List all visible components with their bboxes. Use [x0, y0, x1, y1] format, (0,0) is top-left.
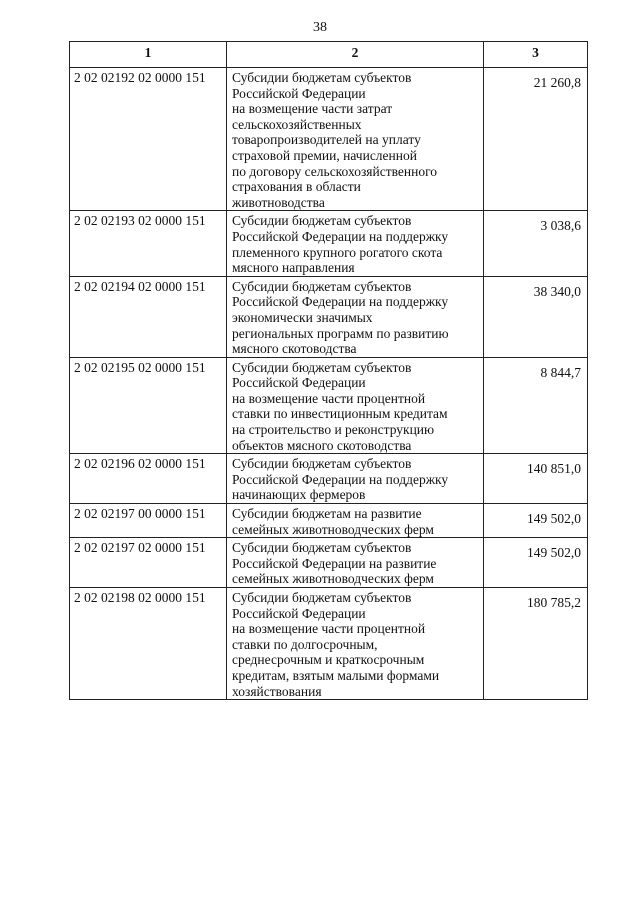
- revenue-description-cell: [227, 211, 484, 276]
- description-line: на возмещение части процентной: [232, 621, 426, 637]
- description-line: Российской Федерации: [232, 605, 366, 621]
- amount-cell: 140 851,0: [484, 454, 588, 504]
- description-line: Субсидии бюджетам субъектов: [232, 213, 412, 229]
- table-row: [70, 588, 588, 700]
- description-line: Российской Федерации: [232, 375, 366, 391]
- description-line: Российской Федерации на развитие: [232, 555, 437, 571]
- description-line: начинающих фермеров: [232, 487, 366, 503]
- description-line: товаропроизводителей на уплату: [232, 132, 421, 148]
- description-line: на возмещение части процентной: [232, 390, 426, 406]
- description-line: среднесрочным и краткосрочным: [232, 652, 425, 668]
- description-line: племенного крупного рогатого скота: [232, 244, 443, 260]
- revenue-description-cell: [227, 504, 484, 538]
- description-line: Российской Федерации на поддержку: [232, 228, 449, 244]
- description-line: Субсидии бюджетам на развитие: [232, 506, 422, 522]
- amount-cell: 38 340,0: [484, 276, 588, 357]
- revenue-description-cell: [227, 357, 484, 454]
- table-row: [70, 211, 588, 276]
- column-header-code: 1: [70, 42, 227, 68]
- description-line: Субсидии бюджетам субъектов: [232, 359, 412, 375]
- budget-code-cell: 2 02 02196 02 0000 151: [70, 454, 227, 504]
- table-row: [70, 357, 588, 454]
- description-line: Субсидии бюджетам субъектов: [232, 70, 412, 85]
- description-line: на возмещение части затрат: [232, 101, 393, 117]
- budget-code-cell: 2 02 02198 02 0000 151: [70, 588, 227, 700]
- budget-revenue-table: [69, 41, 588, 700]
- table-header-row: [70, 42, 588, 68]
- description-line: семейных животноводческих ферм: [232, 521, 434, 537]
- description-line: страхования в области: [232, 179, 361, 195]
- description-line: Субсидии бюджетам субъектов: [232, 456, 412, 472]
- description-line: ставки по долгосрочным,: [232, 636, 378, 652]
- description-line: Субсидии бюджетам субъектов: [232, 278, 412, 294]
- amount-cell: 180 785,2: [484, 588, 588, 700]
- table-row: [70, 276, 588, 357]
- amount-cell: 149 502,0: [484, 538, 588, 588]
- description-line: ставки по инвестиционным кредитам: [232, 406, 448, 422]
- column-header-amount: 3: [484, 42, 588, 68]
- description-line: мясного направления: [232, 260, 355, 276]
- amount-cell: 3 038,6: [484, 211, 588, 276]
- description-line: по договору сельскохозяйственного: [232, 163, 438, 179]
- budget-code-cell: 2 02 02192 02 0000 151: [70, 68, 227, 211]
- description-line: Субсидии бюджетам субъектов: [232, 540, 412, 556]
- revenue-description-cell: [227, 588, 484, 700]
- page-number: 38: [313, 20, 327, 35]
- budget-code-cell: 2 02 02194 02 0000 151: [70, 276, 227, 357]
- amount-cell: 8 844,7: [484, 357, 588, 454]
- amount-cell: 149 502,0: [484, 504, 588, 538]
- budget-code-cell: 2 02 02195 02 0000 151: [70, 357, 227, 454]
- budget-code-cell: 2 02 02193 02 0000 151: [70, 211, 227, 276]
- description-line: сельскохозяйственных: [232, 116, 362, 132]
- description-line: Российской Федерации: [232, 85, 366, 101]
- revenue-description-cell: [227, 276, 484, 357]
- description-line: региональных программ по развитию: [232, 325, 449, 341]
- table-row: [70, 68, 588, 211]
- table-row: [70, 538, 588, 588]
- description-line: хозяйствования: [232, 683, 322, 699]
- description-line: экономически значимых: [232, 309, 373, 325]
- revenue-description-cell: [227, 538, 484, 588]
- table-row: [70, 454, 588, 504]
- budget-code-cell: 2 02 02197 00 0000 151: [70, 504, 227, 538]
- description-line: на строительство и реконструкцию: [232, 422, 435, 438]
- description-line: мясного скотоводства: [232, 341, 357, 357]
- description-line: Субсидии бюджетам субъектов: [232, 590, 412, 605]
- description-line: кредитам, взятым малыми формами: [232, 667, 440, 683]
- table-row: [70, 504, 588, 538]
- description-line: Российской Федерации на поддержку: [232, 471, 449, 487]
- budget-code-cell: 2 02 02197 02 0000 151: [70, 538, 227, 588]
- description-line: семейных животноводческих ферм: [232, 571, 434, 587]
- description-line: животноводства: [232, 194, 325, 210]
- description-line: страховой премии, начисленной: [232, 147, 417, 163]
- revenue-description-cell: [227, 454, 484, 504]
- column-header-name: 2: [227, 42, 484, 68]
- table-body: [70, 68, 588, 700]
- description-line: Российской Федерации на поддержку: [232, 294, 449, 310]
- revenue-description-cell: [227, 68, 484, 211]
- description-line: объектов мясного скотоводства: [232, 437, 412, 453]
- amount-cell: 21 260,8: [484, 68, 588, 211]
